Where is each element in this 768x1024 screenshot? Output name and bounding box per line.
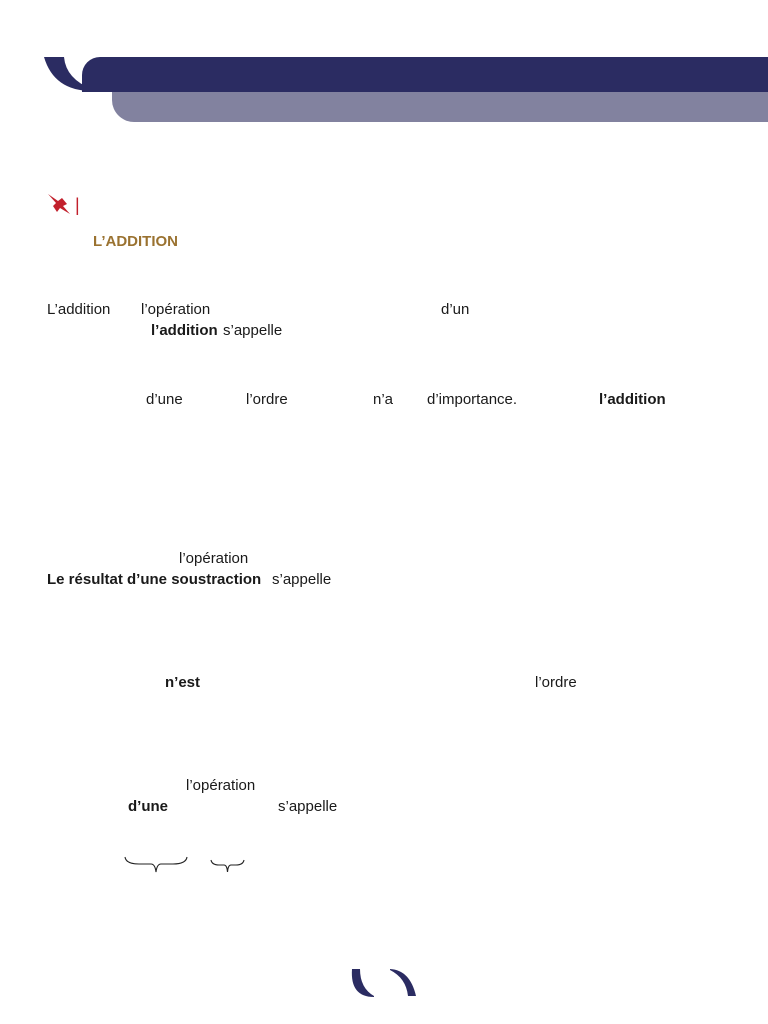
- brace-icon: [123, 854, 189, 876]
- header-band-light: [112, 91, 768, 122]
- section-title: L’ADDITION: [93, 233, 178, 250]
- text-fragment: l’opération: [141, 301, 211, 318]
- pushpin-icon: [45, 192, 73, 216]
- text-fragment: s’appelle: [223, 322, 283, 339]
- text-fragment: s’appelle: [272, 571, 332, 588]
- section-separator: |: [75, 195, 80, 215]
- text-fragment: l’ordre: [246, 391, 288, 408]
- text-fragment: s’appelle: [278, 798, 338, 815]
- text-fragment: l’ordre: [535, 674, 577, 691]
- text-fragment-bold: d’une: [128, 798, 168, 815]
- text-fragment: d’une: [146, 391, 183, 408]
- text-fragment-bold: l’addition: [151, 322, 218, 339]
- text-fragment: d’importance.: [427, 391, 518, 408]
- text-fragment-bold: n’est: [165, 674, 201, 691]
- text-fragment: L’addition: [47, 301, 111, 318]
- text-fragment: l’opération: [179, 550, 249, 567]
- text-fragment: d’un: [441, 301, 470, 318]
- text-fragment-bold: Le résultat d’une soustraction: [47, 571, 262, 588]
- brace-icon: [209, 856, 246, 876]
- text-fragment: l’opération: [186, 777, 256, 794]
- header-band-dark: [82, 57, 768, 92]
- page-mark-icon: [346, 966, 420, 1000]
- text-fragment-bold: l’addition: [599, 391, 666, 408]
- text-fragment: n’a: [373, 391, 394, 408]
